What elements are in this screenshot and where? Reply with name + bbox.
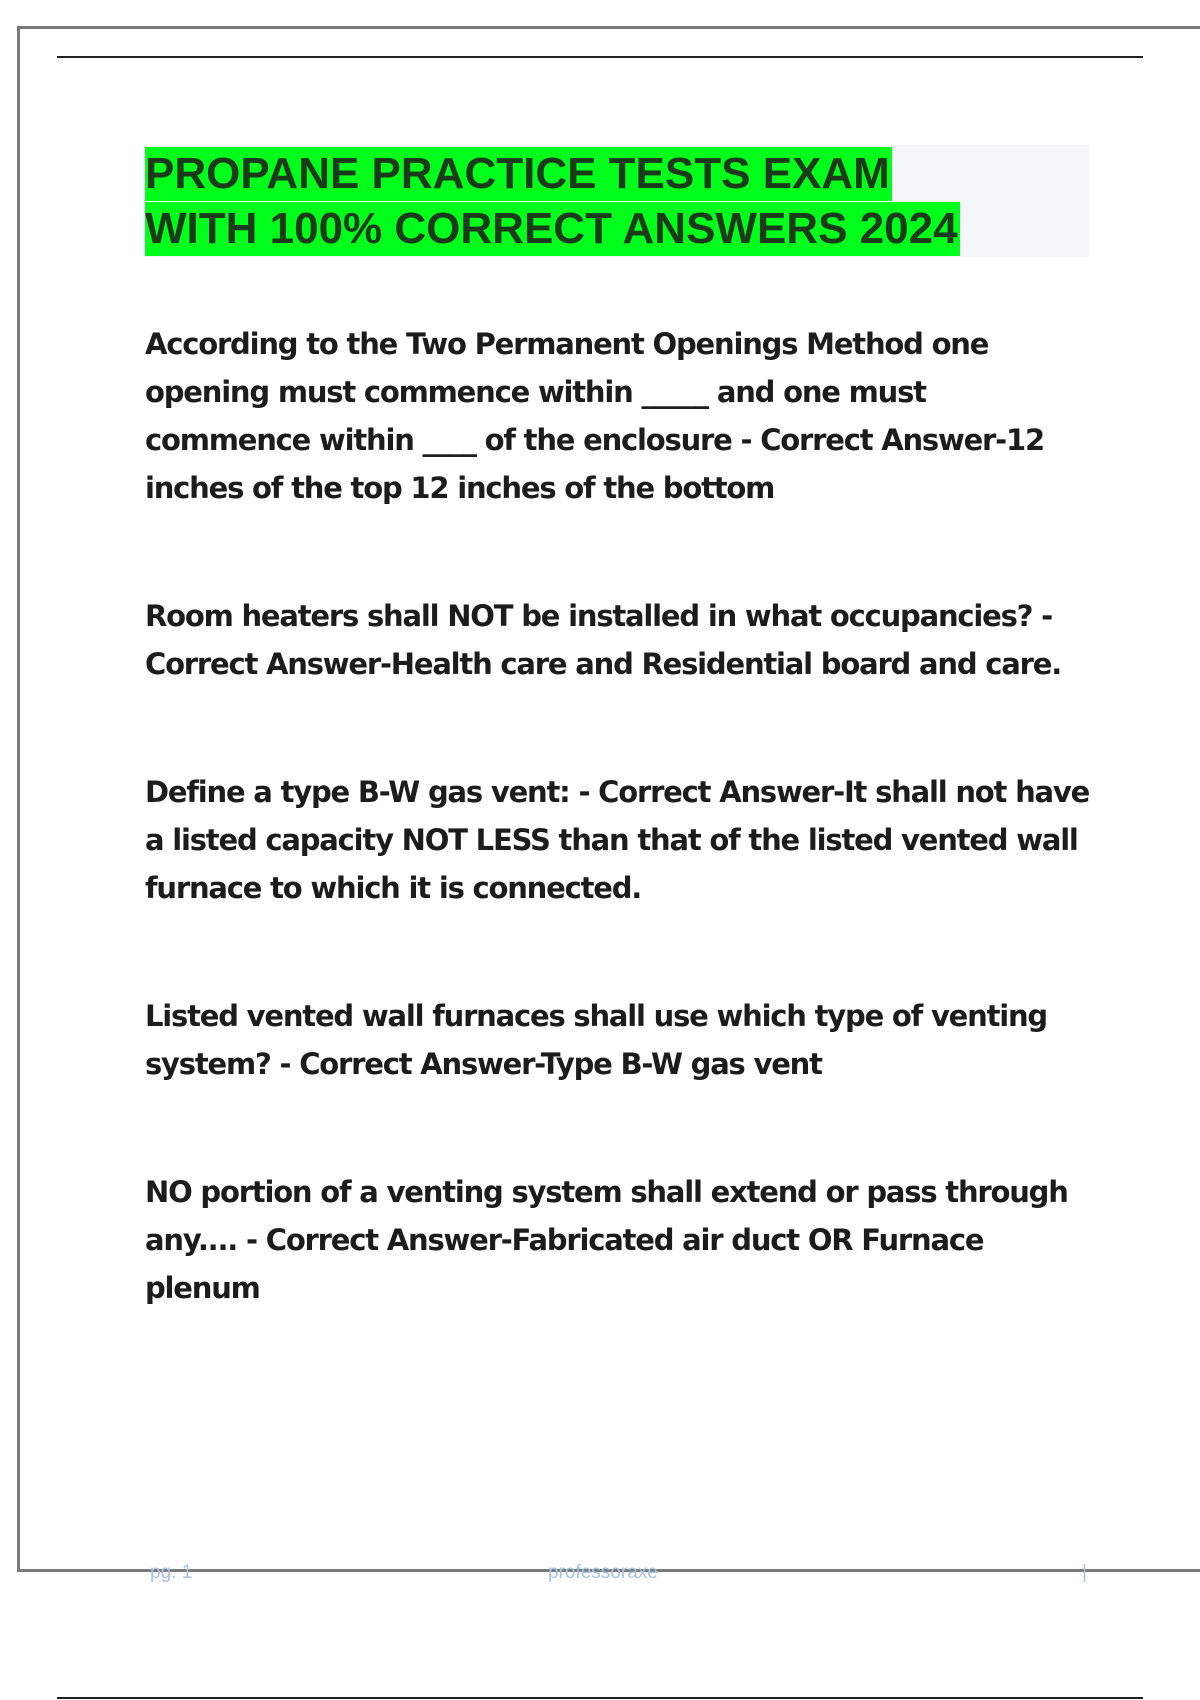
- qa-entry-5: NO portion of a venting system shall extend or pass through any.... - Correct Answer-Fabricated air duct OR Furnace plenum: [145, 1175, 1068, 1305]
- qa-entry-1: According to the Two Permanent Openings Method one opening must commence within _____ and one must commence within ____ of the enclosure - Correct Answer-12 inches of the top 12 inches of the bottom: [145, 327, 1044, 505]
- title-line-1: PROPANE PRACTICE TESTS EXAM: [145, 147, 892, 201]
- header-rule: [57, 56, 1143, 58]
- bottom-rule: [57, 1697, 1143, 1699]
- footer-separator: |: [1082, 1562, 1087, 1583]
- qa-entry-2: Room heaters shall NOT be installed in what occupancies? - Correct Answer-Health care and Residential board and care.: [145, 599, 1062, 681]
- qa-entry-3: Define a type B-W gas vent: - Correct Answer-It shall not have a listed capacity NOT LESS than that of the listed vented wall furnace to which it is connected.: [145, 775, 1090, 905]
- footer-author: professoraxe: [548, 1562, 658, 1583]
- title-line-2: WITH 100% CORRECT ANSWERS 2024: [145, 202, 960, 256]
- footer-page-number: pg. 1: [150, 1562, 193, 1583]
- qa-entry-4: Listed vented wall furnaces shall use which type of venting system? - Correct Answer-Type B-W gas vent: [145, 999, 1047, 1081]
